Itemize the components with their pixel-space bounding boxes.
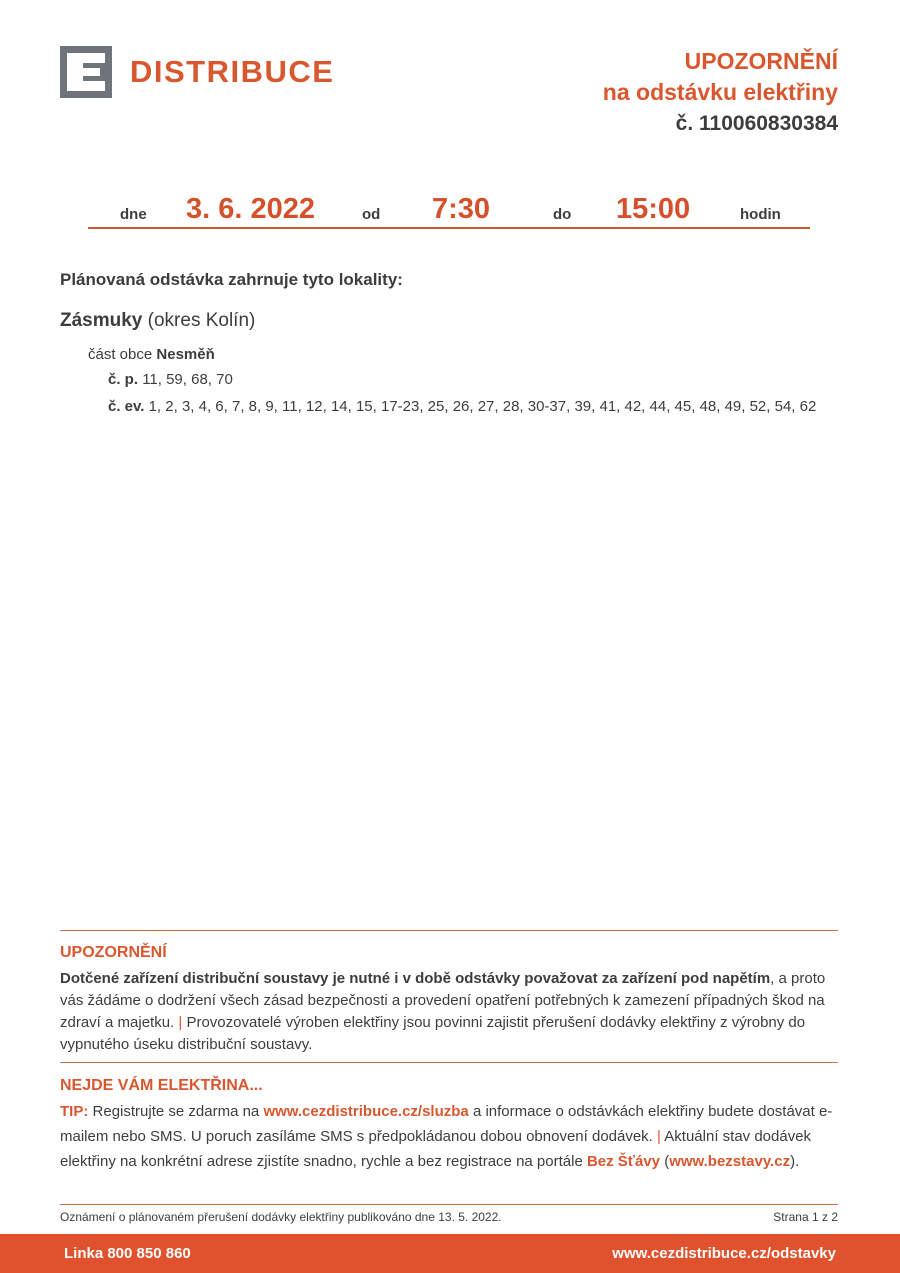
publication-note: Oznámení o plánovaném přerušení dodávky elektřiny publikováno dne 13. 5. 2022.	[60, 1210, 502, 1224]
paren-open: (	[664, 1153, 670, 1170]
cev-values: 1, 2, 3, 4, 6, 7, 8, 9, 11, 12, 14, 15, 17-23, 25, 26, 27, 28, 30-37, 39, 41, 42, 44, 45, 48, 49, 52, 54, 62	[148, 398, 817, 415]
footer-divider	[60, 1204, 838, 1205]
warning-text-after-bold: , a proto vás žádáme o dodržení všech zásad bezpečnosti a provedení opatření potřebných k zamezení případných škod na zdraví a majetku.	[60, 970, 826, 1031]
warning-heading: UPOZORNĚNÍ	[60, 944, 167, 961]
warning-paragraph	[60, 968, 840, 1056]
tip-text2: a informace o odstávkách elektřiny budete dostávat e-mailem nebo SMS. U poruch zasíláme SMS s předpokládanou dobou obnovení dodávek.	[60, 1103, 833, 1145]
localities-section	[60, 270, 838, 423]
outages-website-link[interactable]: www.cezdistribuce.cz/odstavky	[612, 1245, 836, 1262]
cp-label: č. p.	[108, 371, 139, 388]
part-label: část obce	[88, 346, 153, 363]
paren-close: ).	[790, 1153, 800, 1170]
tip-text1: Registrujte se zdarma na	[92, 1103, 260, 1120]
od-label: od	[362, 206, 381, 223]
section-divider	[60, 930, 838, 931]
section-divider	[60, 1062, 838, 1063]
schedule-row	[0, 186, 900, 226]
village-part-line	[88, 346, 838, 363]
hodin-label: hodin	[740, 206, 781, 223]
warning-separator: |	[178, 1014, 183, 1031]
phone-line: Linka 800 850 860	[64, 1245, 191, 1262]
notice-header	[603, 46, 838, 139]
no-power-paragraph	[60, 1099, 840, 1174]
notice-title-line1: UPOZORNĚNÍ	[684, 48, 838, 74]
tip-text3: Aktuální stav dodávek elektřiny na konkrétní adrese zjistíte snadno, rychle a bez registrace na portále	[60, 1128, 812, 1170]
time-to: 15:00	[616, 193, 691, 225]
schedule-divider	[88, 227, 810, 229]
tip-separator: |	[657, 1128, 661, 1145]
bez-stavy-link[interactable]: Bez Šťávy	[586, 1153, 661, 1170]
time-from: 7:30	[432, 193, 491, 225]
localities-heading: Plánovaná odstávka zahrnuje tyto lokality:	[60, 270, 403, 289]
warning-text2: Provozovatelé výroben elektřiny jsou povinni zajistit přerušení dodávky elektřiny z výrobny do vypnutého úseku distribuční soustavy.	[60, 1014, 806, 1053]
part-name: Nesměň	[156, 346, 215, 363]
cev-label: č. ev.	[108, 398, 145, 415]
cez-logo-icon	[60, 46, 112, 98]
footer-bar	[0, 1234, 900, 1273]
tip-label: TIP:	[60, 1103, 89, 1120]
municipality-line	[60, 310, 838, 332]
district-name: (okres Kolín)	[147, 310, 256, 331]
logo-wordmark: DISTRIBUCE	[130, 54, 335, 89]
notice-title-line2: na odstávku elektřiny	[602, 79, 838, 105]
municipality-name: Zásmuky	[60, 310, 143, 331]
outage-date: 3. 6. 2022	[186, 193, 315, 225]
footer-note-row	[60, 1210, 838, 1224]
no-power-heading: NEJDE VÁM ELEKTŘINA...	[60, 1077, 263, 1094]
cev-line	[108, 396, 838, 417]
bezstavy-url-link[interactable]: www.bezstavy.cz	[669, 1153, 791, 1170]
do-label: do	[553, 206, 572, 223]
dne-label: dne	[120, 206, 147, 223]
cp-values: 11, 59, 68, 70	[142, 371, 233, 388]
warning-bold-text: Dotčené zařízení distribuční soustavy je nutné i v době odstávky považovat za zařízení pod napětím	[60, 970, 771, 987]
page-number: Strana 1 z 2	[773, 1210, 838, 1224]
cp-line	[108, 369, 838, 390]
cez-logo	[60, 46, 334, 98]
sluzba-link[interactable]: www.cezdistribuce.cz/sluzba	[263, 1103, 469, 1120]
notice-number: č. 110060830384	[675, 112, 838, 135]
